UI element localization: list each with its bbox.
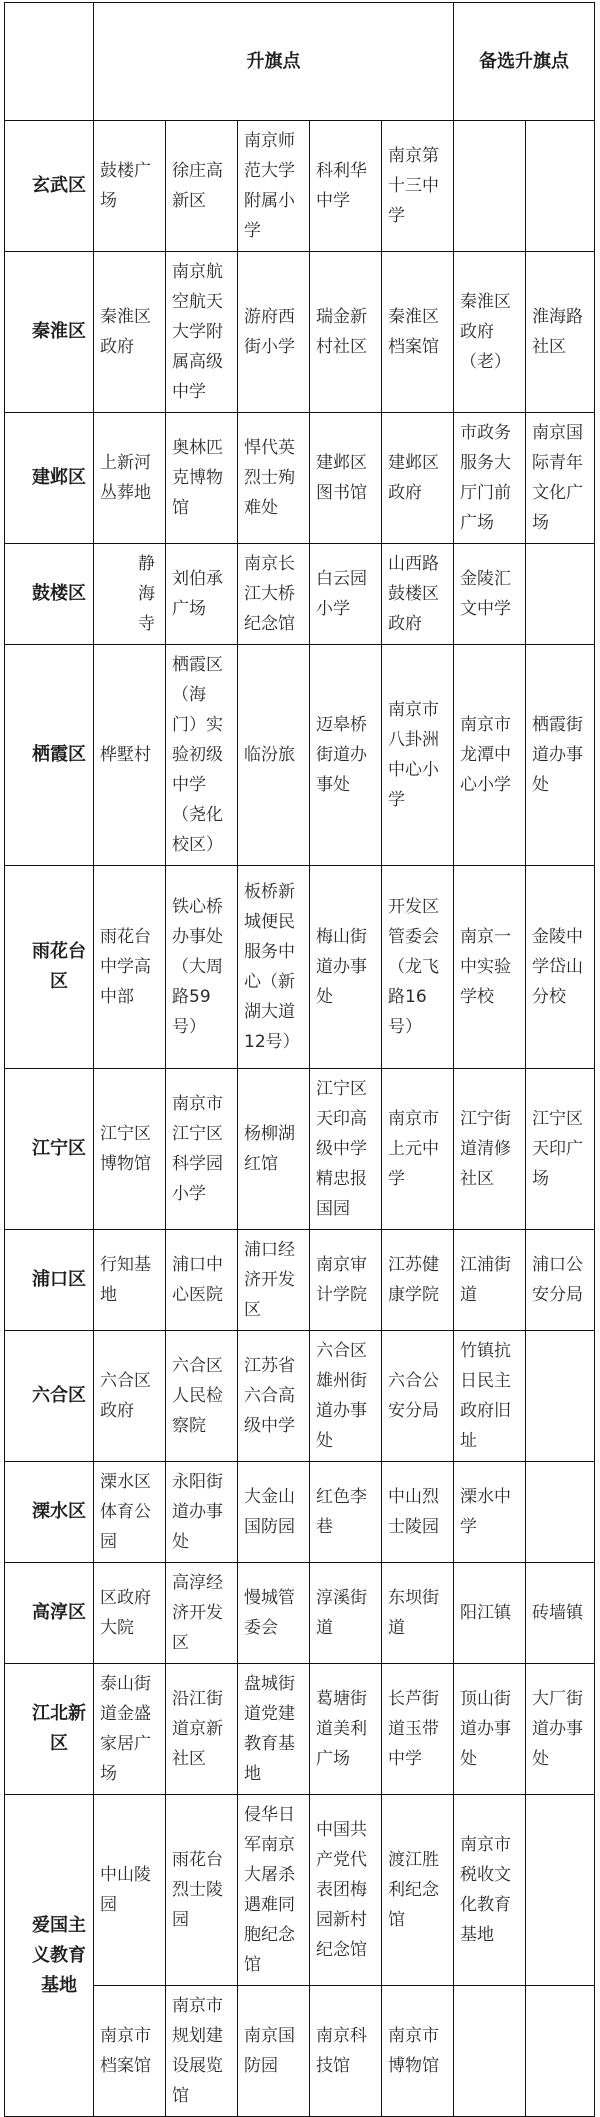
site-cell: 梅山街道办事处 [310, 866, 382, 1069]
site-cell: 栖霞区（海门）实验初级中学（尧化校区） [166, 645, 238, 866]
site-cell: 江宁区博物馆 [94, 1069, 166, 1230]
site-cell: 南京市上元中学 [382, 1069, 454, 1230]
site-cell [526, 1795, 595, 1986]
backup-site-cell: 大厂街道办事处 [526, 1664, 595, 1795]
backup-site-cell: 金陵汇文中学 [454, 544, 526, 645]
table-row [5, 1331, 595, 1462]
backup-site-cell [526, 1462, 595, 1563]
site-cell: 鼓楼广场 [94, 121, 166, 252]
table-row [5, 1069, 595, 1230]
backup-site-cell: 江宁街道清修社区 [454, 1069, 526, 1230]
backup-site-cell [526, 544, 595, 645]
district-label: 高淳区 [5, 1563, 94, 1664]
backup-site-cell: 金陵中学岱山分校 [526, 866, 595, 1069]
district-label: 浦口区 [5, 1230, 94, 1331]
site-cell: 静海寺 [94, 544, 166, 645]
header-main-sites: 升旗点 [94, 3, 454, 121]
table-row [5, 252, 595, 413]
backup-site-cell: 竹镇抗日民主政府旧址 [454, 1331, 526, 1462]
table-row [5, 645, 595, 866]
backup-site-cell: 顶山街道办事处 [454, 1664, 526, 1795]
district-label: 秦淮区 [5, 252, 94, 413]
district-label: 鼓楼区 [5, 544, 94, 645]
site-cell: 南京师范大学附属小学 [238, 121, 310, 252]
header-corner-cell [5, 3, 94, 121]
site-cell: 溧水区体育公园 [94, 1462, 166, 1563]
backup-site-cell: 砖墙镇 [526, 1563, 595, 1664]
site-cell: 江苏健康学院 [382, 1230, 454, 1331]
district-label: 建邺区 [5, 413, 94, 544]
district-label: 雨花台区 [5, 866, 94, 1069]
site-cell: 南京市博物馆 [382, 1986, 454, 2117]
backup-site-cell: 溧水中学 [454, 1462, 526, 1563]
site-cell [454, 1986, 526, 2117]
site-cell: 永阳街道办事处 [166, 1462, 238, 1563]
backup-site-cell: 市政务服务大厅门前广场 [454, 413, 526, 544]
backup-site-cell [526, 121, 595, 252]
site-cell: 南京市档案馆 [94, 1986, 166, 2117]
site-cell: 铁心桥办事处（大周路59号） [166, 866, 238, 1069]
site-cell: 建邺区图书馆 [310, 413, 382, 544]
site-cell: 慢城管委会 [238, 1563, 310, 1664]
site-cell: 建邺区政府 [382, 413, 454, 544]
site-cell: 南京科技馆 [310, 1986, 382, 2117]
site-cell: 瑞金新村社区 [310, 252, 382, 413]
site-cell: 南京航空航天大学附属高级中学 [166, 252, 238, 413]
site-cell: 南京市江宁区科学园小学 [166, 1069, 238, 1230]
backup-site-cell: 南京国际青年文化广场 [526, 413, 595, 544]
patriotic-base-label: 爱国主义教育基地 [5, 1795, 94, 2117]
backup-site-cell [454, 121, 526, 252]
site-cell: 南京审计学院 [310, 1230, 382, 1331]
site-cell: 白云园小学 [310, 544, 382, 645]
site-cell: 渡江胜利纪念馆 [382, 1795, 454, 1986]
table-row [5, 413, 595, 544]
site-cell: 板桥新城便民服务中心（新湖大道12号） [238, 866, 310, 1069]
site-cell: 上新河丛葬地 [94, 413, 166, 544]
site-cell: 江苏省六合高级中学 [238, 1331, 310, 1462]
site-cell: 六合区雄州街道办事处 [310, 1331, 382, 1462]
site-cell: 迈皋桥街道办事处 [310, 645, 382, 866]
table-row [5, 866, 595, 1069]
site-cell: 淳溪街道 [310, 1563, 382, 1664]
flag-raising-table [4, 2, 595, 2117]
site-cell [526, 1986, 595, 2117]
table-row [5, 1986, 595, 2117]
site-cell: 高淳经济开发区 [166, 1563, 238, 1664]
backup-site-cell: 阳江镇 [454, 1563, 526, 1664]
site-cell: 杨柳湖红馆 [238, 1069, 310, 1230]
site-cell: 中国共产党代表团梅园新村纪念馆 [310, 1795, 382, 1986]
backup-site-cell: 淮海路社区 [526, 252, 595, 413]
backup-site-cell: 南京一中实验学校 [454, 866, 526, 1069]
table-row [5, 544, 595, 645]
backup-site-cell [526, 1331, 595, 1462]
header-row [5, 3, 595, 121]
site-cell: 中山烈士陵园 [382, 1462, 454, 1563]
site-cell: 徐庄高新区 [166, 121, 238, 252]
site-cell: 东坝街道 [382, 1563, 454, 1664]
backup-site-cell: 江宁区天印广场 [526, 1069, 595, 1230]
site-cell: 南京市税收文化教育基地 [454, 1795, 526, 1986]
site-cell: 江宁区天印高级中学精忠报国园 [310, 1069, 382, 1230]
site-cell: 中山陵园 [94, 1795, 166, 1986]
site-cell: 侵华日军南京大屠杀遇难同胞纪念馆 [238, 1795, 310, 1986]
backup-site-cell: 浦口公安分局 [526, 1230, 595, 1331]
site-cell: 山西路鼓楼区政府 [382, 544, 454, 645]
header-backup-sites: 备选升旗点 [454, 3, 595, 121]
site-cell: 游府西街小学 [238, 252, 310, 413]
site-cell: 科利华中学 [310, 121, 382, 252]
backup-site-cell: 栖霞街道办事处 [526, 645, 595, 866]
site-cell: 临汾旅 [238, 645, 310, 866]
table-row [5, 1462, 595, 1563]
site-cell: 雨花台中学高中部 [94, 866, 166, 1069]
district-label: 六合区 [5, 1331, 94, 1462]
district-label: 江北新区 [5, 1664, 94, 1795]
site-cell: 桦墅村 [94, 645, 166, 866]
site-cell: 行知基地 [94, 1230, 166, 1331]
site-cell: 南京第十三中学 [382, 121, 454, 252]
site-cell: 六合公安分局 [382, 1331, 454, 1462]
site-cell: 南京市八卦洲中心小学 [382, 645, 454, 866]
district-label: 溧水区 [5, 1462, 94, 1563]
site-cell: 秦淮区档案馆 [382, 252, 454, 413]
site-cell: 葛塘街道美利广场 [310, 1664, 382, 1795]
site-cell: 红色李巷 [310, 1462, 382, 1563]
table-row [5, 1230, 595, 1331]
district-label: 玄武区 [5, 121, 94, 252]
table-row [5, 121, 595, 252]
site-cell: 盘城街道党建教育基地 [238, 1664, 310, 1795]
site-cell: 长芦街道玉带中学 [382, 1664, 454, 1795]
table-row [5, 1664, 595, 1795]
site-cell: 秦淮区政府 [94, 252, 166, 413]
table-row [5, 1795, 595, 1986]
district-label: 江宁区 [5, 1069, 94, 1230]
site-cell: 南京市规划建设展览馆 [166, 1986, 238, 2117]
site-cell: 大金山国防园 [238, 1462, 310, 1563]
site-cell: 雨花台烈士陵园 [166, 1795, 238, 1986]
site-cell: 沿江街道京新社区 [166, 1664, 238, 1795]
table-row [5, 1563, 595, 1664]
site-cell: 开发区管委会（龙飞路16号） [382, 866, 454, 1069]
site-cell: 泰山街道金盛家居广场 [94, 1664, 166, 1795]
backup-site-cell: 南京市龙潭中心小学 [454, 645, 526, 866]
site-cell: 六合区人民检察院 [166, 1331, 238, 1462]
site-cell: 区政府大院 [94, 1563, 166, 1664]
site-cell: 奥林匹克博物馆 [166, 413, 238, 544]
district-label: 栖霞区 [5, 645, 94, 866]
backup-site-cell: 秦淮区政府（老） [454, 252, 526, 413]
site-cell: 南京长江大桥纪念馆 [238, 544, 310, 645]
site-cell: 刘伯承广场 [166, 544, 238, 645]
backup-site-cell: 江浦街道 [454, 1230, 526, 1331]
site-cell: 浦口中心医院 [166, 1230, 238, 1331]
site-cell: 六合区政府 [94, 1331, 166, 1462]
site-cell: 悍代英烈士殉难处 [238, 413, 310, 544]
site-cell: 南京国防园 [238, 1986, 310, 2117]
site-cell: 浦口经济开发区 [238, 1230, 310, 1331]
